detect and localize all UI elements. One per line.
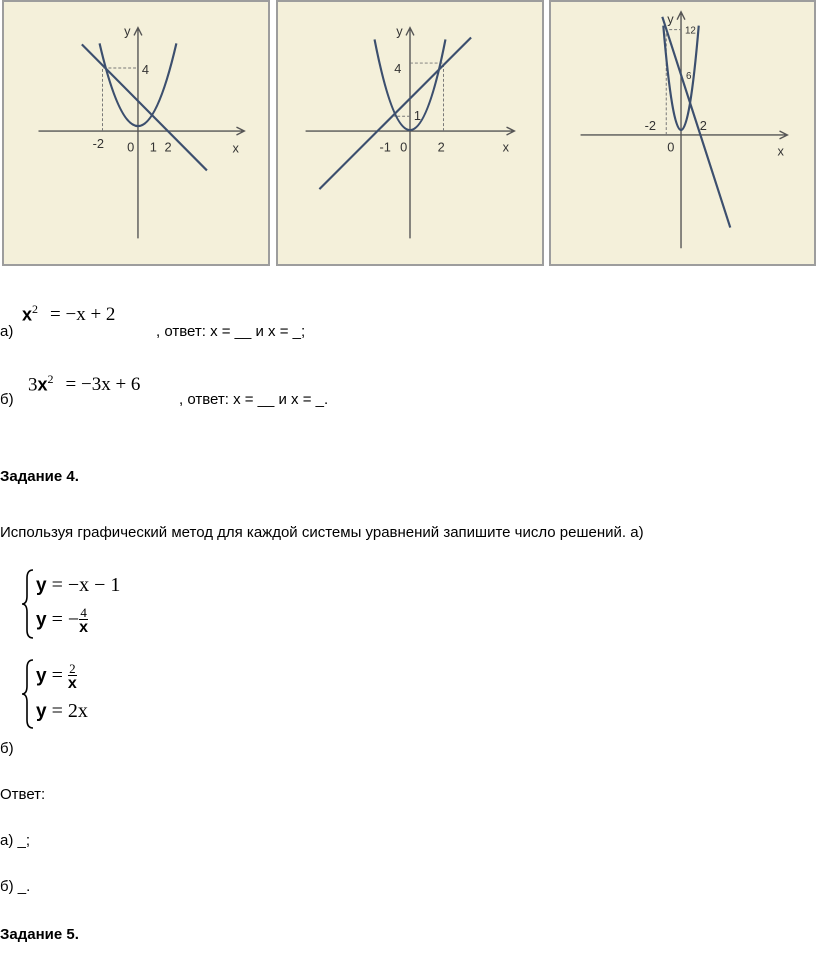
equation-a-exp: 2 xyxy=(32,302,39,316)
equation-b-prefix: б) xyxy=(0,391,14,408)
system-b-eq2 xyxy=(36,700,88,723)
system-a xyxy=(20,568,220,640)
tick-x1: 1 xyxy=(149,139,157,155)
equation-b xyxy=(0,368,600,414)
system-b-eq1 xyxy=(36,662,77,692)
system-a-eq2 xyxy=(36,606,88,636)
answer-label: Ответ: xyxy=(0,786,46,803)
equation-b-coef: 3 xyxy=(28,374,38,396)
fraction-numerator: 2 xyxy=(69,661,76,676)
graph-panel-2 xyxy=(276,0,544,266)
tick-x2: 2 xyxy=(164,139,172,155)
system-a-eq2-rhs: = − xyxy=(51,608,80,631)
graph-panel-3 xyxy=(549,0,816,266)
label-b: б) xyxy=(0,740,14,757)
fraction-numerator: 4 xyxy=(80,605,87,620)
system-b-eq1-fraction xyxy=(68,662,77,692)
system-b-eq1-rhs: = xyxy=(51,664,63,687)
answer-a: а) _; xyxy=(0,832,31,849)
tick-y4: 4 xyxy=(394,60,402,76)
x-axis-label: x xyxy=(502,139,509,155)
tick-x-neg: -2 xyxy=(644,118,656,134)
system-a-eq1-var: y xyxy=(36,575,47,596)
graph-2 xyxy=(278,2,542,264)
equation-a xyxy=(0,298,600,344)
tick-origin: 0 xyxy=(400,139,408,155)
equation-b-rhs: = −3x + 6 xyxy=(65,374,141,396)
equation-a-rhs: = −x + 2 xyxy=(50,304,116,326)
system-a-eq1 xyxy=(36,574,120,597)
tick-origin: 0 xyxy=(667,139,675,155)
fraction-denominator: x xyxy=(79,619,89,636)
equation-b-answer: , ответ: x = __ и x = _. xyxy=(179,391,329,408)
tick-x-neg: -2 xyxy=(92,135,105,151)
tick-x-neg: -1 xyxy=(379,139,391,155)
y-axis-label: y xyxy=(124,23,131,39)
system-a-eq2-var: y xyxy=(36,609,47,631)
system-b-eq2-rhs: = 2x xyxy=(51,700,88,722)
graph-1 xyxy=(4,2,268,264)
x-axis-label: x xyxy=(232,140,239,156)
graphs-row xyxy=(0,0,816,268)
tick-x2: 2 xyxy=(437,139,445,155)
tick-y12: 12 xyxy=(684,25,696,37)
equation-a-var: x xyxy=(22,304,33,325)
equation-a-formula xyxy=(22,300,115,324)
answer-b: б) _. xyxy=(0,878,31,895)
tick-y6: 6 xyxy=(685,70,692,82)
tick-origin: 0 xyxy=(127,139,135,155)
task5-title: Задание 5. xyxy=(0,926,79,943)
y-axis-label: y xyxy=(396,23,403,39)
equation-a-prefix: а) xyxy=(0,323,14,340)
equation-b-exp: 2 xyxy=(47,372,54,386)
y-axis-label: y xyxy=(667,11,674,27)
fraction-denominator: x xyxy=(67,675,77,692)
graph-panel-1 xyxy=(2,0,270,266)
tick-x2: 2 xyxy=(699,118,707,134)
brace-icon xyxy=(20,658,36,730)
graph-3 xyxy=(551,2,814,264)
system-a-eq1-rhs: = −x − 1 xyxy=(51,574,121,596)
equation-b-formula xyxy=(28,370,140,394)
brace-icon xyxy=(20,568,36,640)
system-a-eq2-fraction xyxy=(79,606,88,636)
system-b-eq1-var: y xyxy=(36,665,47,687)
task4-title: Задание 4. xyxy=(0,468,79,485)
system-b xyxy=(20,658,220,730)
system-b-eq2-var: y xyxy=(36,701,47,722)
tick-y4: 4 xyxy=(141,61,150,77)
tick-y1: 1 xyxy=(413,108,422,124)
task4-text: Используя графический метод для каждой системы уравнений запишите число решений. а) xyxy=(0,524,644,541)
x-axis-label: x xyxy=(777,143,784,159)
equation-b-var: x xyxy=(37,374,48,395)
equation-a-answer: , ответ: x = __ и x = _; xyxy=(156,323,306,340)
